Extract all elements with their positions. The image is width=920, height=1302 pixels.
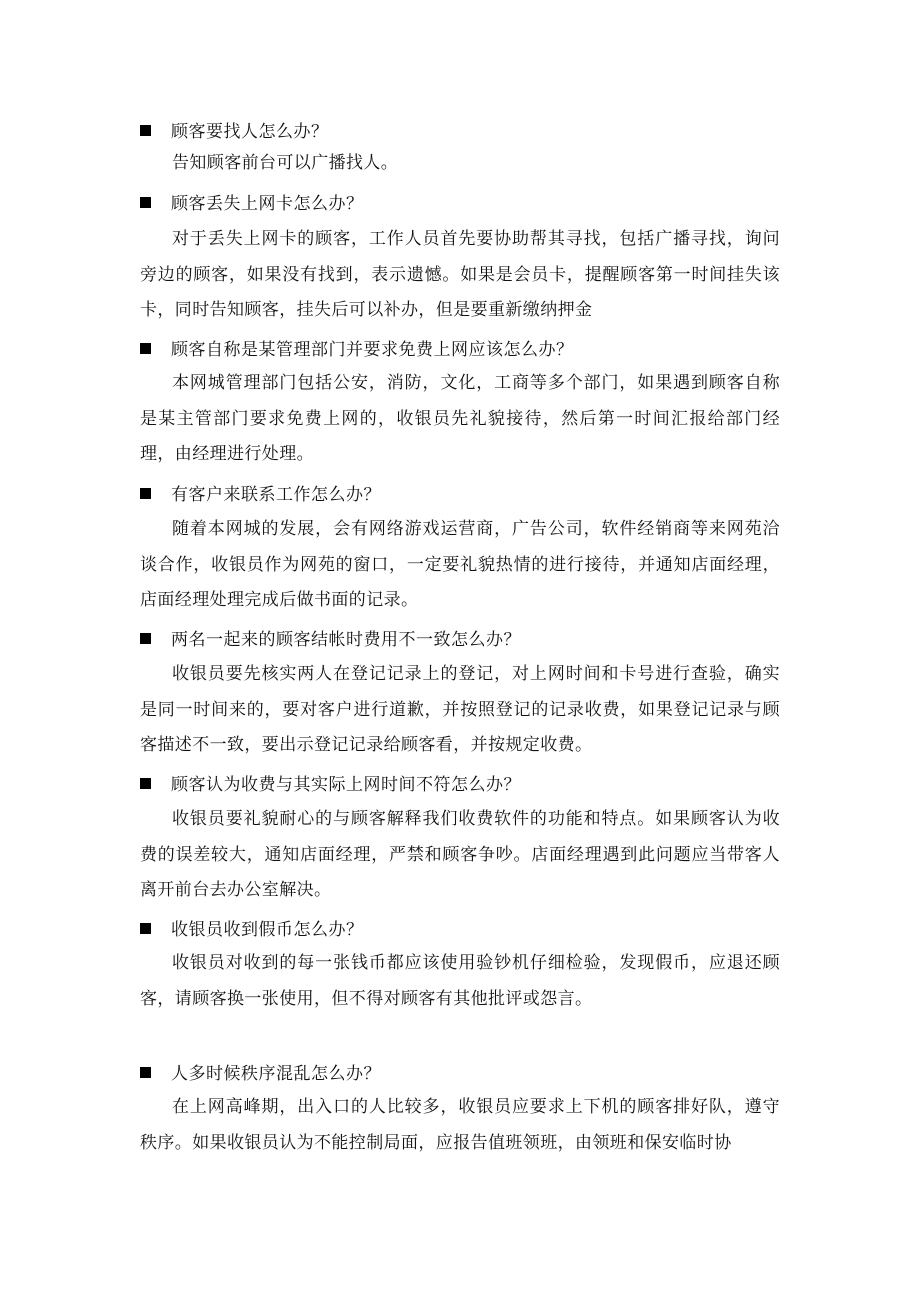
question-8: 人多时候秩序混乱怎么办？ — [140, 1059, 381, 1084]
answer-7: 收银员对收到的每一张钱币都应该使用验钞机仔细检验，发现假币，应退还顾客，请顾客换一张使用，但不得对顾客有其他批评或怨言。 — [140, 953, 780, 1009]
square-bullet-icon — [140, 923, 151, 934]
question-6: 顾客认为收费与其实际上网时间不符怎么办？ — [140, 770, 521, 795]
question-7: 收银员收到假币怎么办？ — [140, 915, 364, 940]
answer-1: 告知顾客前台可以广播找人。 — [172, 153, 399, 173]
square-bullet-icon — [140, 778, 151, 789]
square-bullet-icon — [140, 125, 151, 136]
question-3: 顾客自称是某管理部门并要求免费上网应该怎么办？ — [140, 335, 574, 360]
square-bullet-icon — [140, 343, 151, 354]
answer-3: 本网城管理部门包括公安，消防，文化，工商等多个部门，如果遇到顾客自称是某主管部门要求免费上网的，收银员先礼貌接待，然后第一时间汇报给部门经理，由经理进行处理。 — [140, 373, 780, 464]
answer-2: 对于丢失上网卡的顾客，工作人员首先要协助帮其寻找，包括广播寻找，询问旁边的顾客，如果没有找到，表示遗憾。如果是会员卡，提醒顾客第一时间挂失该卡，同时告知顾客，挂失后可以补办，但是要重新缴纳押金 — [140, 229, 780, 320]
square-bullet-icon — [140, 633, 151, 644]
answer-8: 在上网高峰期，出入口的人比较多，收银员应要求上下机的顾客排好队，遵守秩序。如果收银员认为不能控制局面，应报告值班领班，由领班和保安临时协 — [140, 1097, 780, 1153]
question-5: 两名一起来的顾客结帐时费用不一致怎么办？ — [140, 625, 521, 650]
square-bullet-icon — [140, 197, 151, 208]
answer-5: 收银员要先核实两人在登记记录上的登记，对上网时间和卡号进行查验，确实是同一时间来的，要对客户进行道歉，并按照登记的记录收费，如果登记记录与顾客描述不一致，要出示登记记录给顾客看，并按规定收费。 — [140, 664, 780, 755]
square-bullet-icon — [140, 488, 151, 499]
question-4: 有客户来联系工作怎么办？ — [140, 480, 381, 505]
answer-4: 随着本网城的发展，会有网络游戏运营商，广告公司，软件经销商等来网苑洽谈合作，收银员作为网苑的窗口，一定要礼貌热情的进行接待，并通知店面经理，店面经理处理完成后做书面的记录。 — [140, 519, 780, 610]
answer-6: 收银员要礼貌耐心的与顾客解释我们收费软件的功能和特点。如果顾客认为收费的误差较大，通知店面经理，严禁和顾客争吵。店面经理遇到此问题应当带客人离开前台去办公室解决。 — [140, 809, 780, 900]
square-bullet-icon — [140, 1067, 151, 1078]
question-1: 顾客要找人怎么办？ — [140, 117, 329, 142]
question-2: 顾客丢失上网卡怎么办？ — [140, 189, 364, 214]
